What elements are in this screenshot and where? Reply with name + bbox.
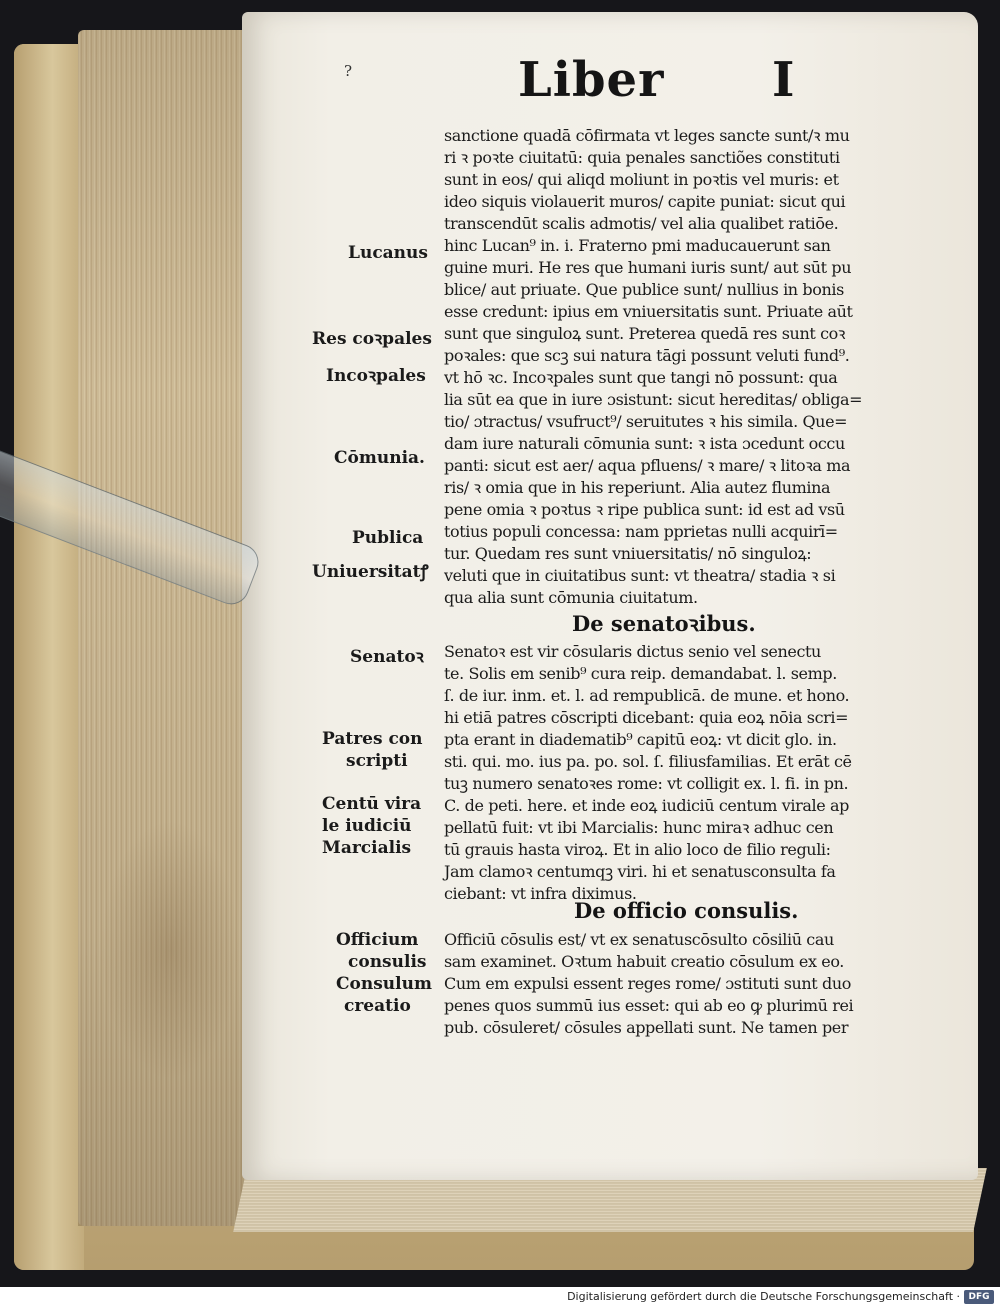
text-line: blice/ aut priuate. Que publice sunt/ nullius in bonis (444, 280, 844, 299)
margin-note-universitatis: Uniuersitatꝭ (312, 562, 429, 582)
margin-note-senator: Senatoꝛ (350, 647, 424, 667)
text-line: sunt in eos/ qui aliqd moliunt in poꝛtis vel muris: et (444, 170, 839, 189)
footer-credit: Digitalisierung gefördert durch die Deutsche Forschungsgemeinschaft · (567, 1290, 960, 1303)
text-line: ri ꝛ poꝛte ciuitatū: quia penales sanctiões constituti (444, 148, 840, 167)
text-line: totius populi concessa: nam pprietas nulli acquirī= (444, 522, 838, 541)
margin-note-marcialis: Marcialis (322, 838, 412, 858)
water-stain (100, 820, 240, 1080)
text-line: tio/ ɔtractus/ vsufruct⁹/ seruitutes ꝛ his simila. Que= (444, 412, 848, 431)
text-line: guine muri. He res que humani iuris sunt/ aut sūt pu (444, 258, 852, 277)
text-line: qua alia sunt cōmunia ciuitatum. (444, 588, 698, 607)
margin-note-patres-con: Patres con (322, 729, 423, 749)
text-line: vt hō ꝛc. Incoꝛpales sunt que tangi nō possunt: qua (444, 368, 838, 387)
text-line: sti. qui. mo. ius pa. po. sol. ſ. filiusfamilias. Et erāt cē (444, 752, 852, 771)
text-line: hinc Lucan⁹ in. i. Fraterno pmi maducauerunt san (444, 236, 831, 255)
text-line: panti: sicut est aer/ aqua pfluens/ ꝛ mare/ ꝛ litoꝛa ma (444, 456, 851, 475)
text-line: hi etiā patres cōscripti dicebant: quia eoꝝ nōia scri= (444, 708, 849, 727)
text-line: veluti que in ciuitatibus sunt: vt theatra/ stadia ꝛ si (444, 566, 836, 585)
margin-note-consulum: Consulum (336, 974, 432, 994)
text-line: sam examinet. Oꝛtum habuit creatio cōsulum ex eo. (444, 952, 844, 971)
dfg-logo: DFG (964, 1290, 994, 1304)
margin-note-publica: Publica (352, 528, 424, 548)
text-line: ciebant: vt infra diximus. (444, 884, 637, 903)
text-line: tū grauis hasta viroꝝ. Et in alio loco de filio reguli: (444, 840, 831, 859)
margin-note-lucanus: Lucanus (348, 243, 428, 263)
text-line: transcendūt scalis admotis/ vel alia qualibet ratiōe. (444, 214, 839, 233)
margin-note-centum-vira: Centū vira (322, 794, 422, 814)
text-line: pta erant in diadematib⁹ capitū eoꝝ: vt dicit glo. in. (444, 730, 837, 749)
text-line: pellatū fuit: vt ibi Marcialis: hunc miraꝛ adhuc cen (444, 818, 834, 837)
text-line: te. Solis em senib⁹ cura reip. demandabat. l. semp. (444, 664, 837, 683)
page-mark: ? (344, 62, 353, 80)
margin-note-res-corporales: Res coꝛpales (312, 329, 432, 349)
section-heading-consul: De officio consulis. (574, 898, 799, 923)
section-heading-senators: De senatoꝛibus. (572, 611, 756, 636)
text-line: Senatoꝛ est vir cōsularis dictus senio vel senectu (444, 642, 821, 661)
margin-note-scripti: scripti (346, 751, 408, 771)
margin-note-consulis: consulis (348, 952, 427, 972)
running-head-volume: I (772, 52, 795, 108)
text-line: Jam clamoꝛ centumqꝫ viri. hi et senatusconsulta fa (444, 862, 836, 881)
text-line: sanctione quadā cōfirmata vt leges sancte sunt/ꝛ mu (444, 126, 850, 145)
text-line: penes quos summū ius esset: qui ab eo ꝙ plurimū rei (444, 996, 854, 1015)
margin-note-creatio: creatio (344, 996, 411, 1016)
cover-spine-edge (14, 44, 84, 1270)
text-line: ris/ ꝛ omia que in his reperiunt. Alia autez flumina (444, 478, 831, 497)
text-line: sunt que singuloꝝ sunt. Preterea quedā res sunt coꝛ (444, 324, 846, 343)
text-line: ſ. de iur. inm. et. l. ad rempublicā. de mune. et hono. (444, 686, 850, 705)
margin-note-communia: Cōmunia. (334, 448, 425, 468)
margin-note-le-iudicium: le iudiciū (322, 816, 412, 836)
text-line: esse credunt: ipius em vniuersitatis sunt. Priuate aūt (444, 302, 853, 321)
text-line: Cum em expulsi essent reges rome/ ɔstituti sunt duo (444, 974, 852, 993)
text-line: dam iure naturali cōmunia sunt: ꝛ ista ɔcedunt occu (444, 434, 845, 453)
text-line: tuꝫ numero senatoꝛes rome: vt colligit ex. l. fi. in pn. (444, 774, 849, 793)
text-line: tur. Quedam res sunt vniuersitatis/ nō singuloꝝ: (444, 544, 812, 563)
text-line: pene omia ꝛ poꝛtus ꝛ ripe publica sunt: id est ad vsū (444, 500, 845, 519)
margin-note-officium: Officium (336, 930, 419, 950)
text-line: ideo siquis violauerit muros/ capite puniat: sicut qui (444, 192, 846, 211)
text-line: lia sūt ea que in iure ɔsistunt: sicut hereditas/ obliga= (444, 390, 863, 409)
margin-note-incorporales: Incoꝛpales (326, 366, 426, 386)
running-head-title: Liber (518, 52, 665, 108)
text-line: poꝛales: que scꝫ sui natura tāgi possunt veluti fund⁹. (444, 346, 850, 365)
text-line: pub. cōsuleret/ cōsules appellati sunt. Ne tamen per (444, 1018, 849, 1037)
text-line: Officiū cōsulis est/ vt ex senatuscōsulto cōsiliū cau (444, 930, 834, 949)
text-line: C. de peti. here. et inde eoꝝ iudiciū centum virale ap (444, 796, 849, 815)
